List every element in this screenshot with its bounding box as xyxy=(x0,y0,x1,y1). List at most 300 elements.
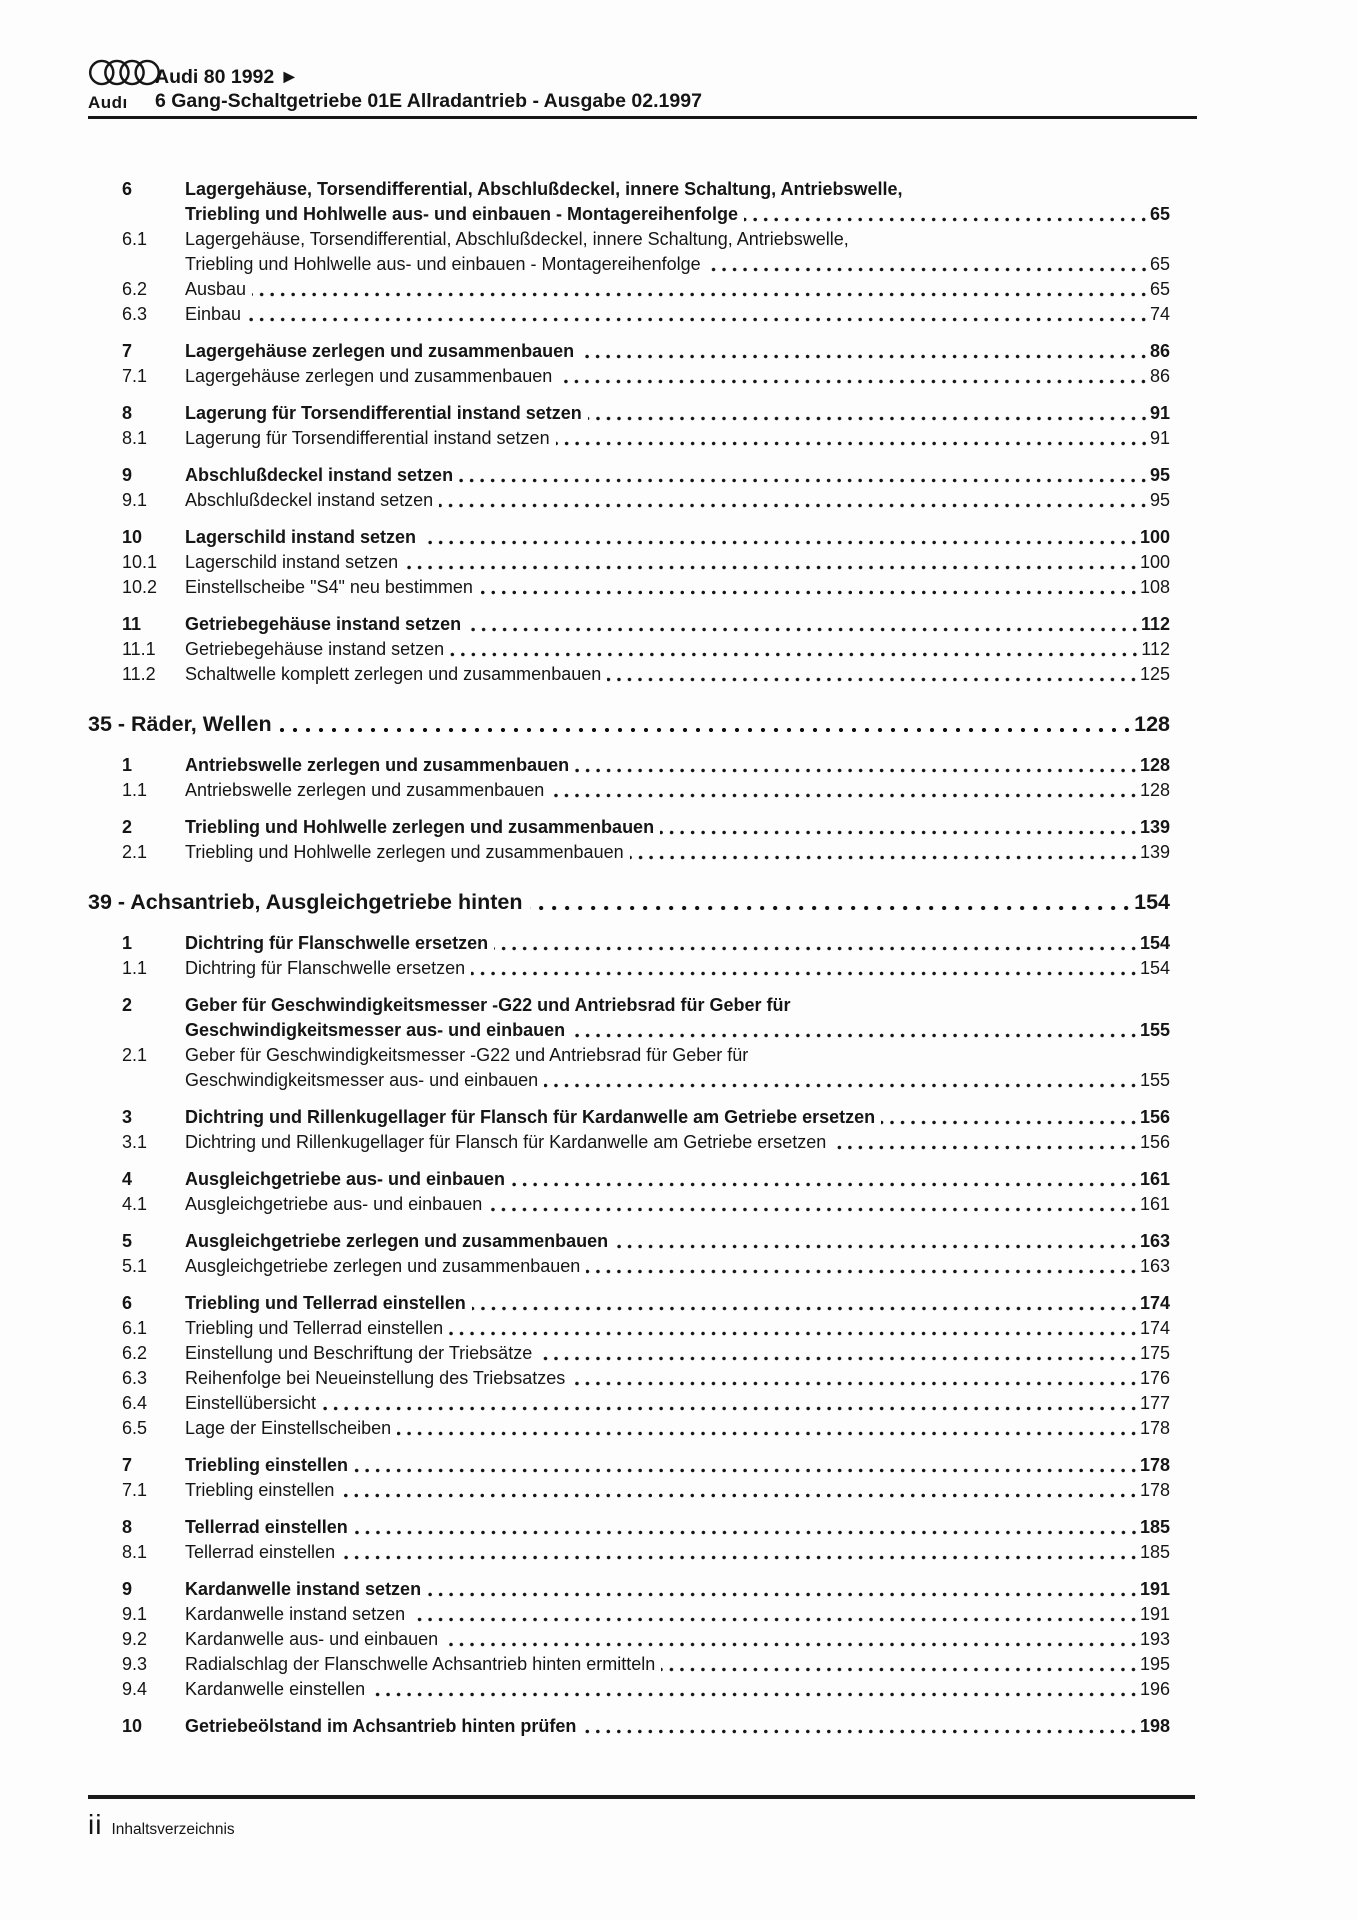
entry-number: 1.1 xyxy=(122,780,148,800)
entry-body xyxy=(185,1192,1170,1217)
entry-number: 5.1 xyxy=(122,1256,148,1276)
entry-last-line xyxy=(185,662,1170,687)
entry-last-line xyxy=(185,956,1170,981)
chapter-title: 35 - Räder, Wellen xyxy=(88,712,272,736)
entry-last-line xyxy=(185,815,1170,840)
entry-last-line xyxy=(185,1627,1170,1652)
entry-title-line: Lage der Einstellscheiben xyxy=(185,1418,392,1438)
dot-leader xyxy=(832,1130,1139,1155)
entry-title-line: Kardanwelle instand setzen xyxy=(185,1579,422,1599)
dot-leader xyxy=(341,1540,1139,1565)
entry-title-line: Lagerschild instand setzen xyxy=(185,552,399,572)
entry-title-line: Triebling einstellen xyxy=(185,1480,335,1500)
entry-last-line xyxy=(185,1577,1170,1602)
entry-last-line xyxy=(185,1540,1170,1565)
entry-last-line xyxy=(185,778,1170,803)
entry-number: 9.2 xyxy=(122,1629,148,1649)
toc-entry xyxy=(122,401,1170,426)
entry-number: 8.1 xyxy=(122,428,148,448)
entry-title-line: Abschlußdeckel instand setzen xyxy=(185,465,454,485)
entry-page-number: 178 xyxy=(1139,1455,1170,1475)
toc-entry xyxy=(122,662,1170,687)
entry-page-number: 174 xyxy=(1139,1293,1170,1313)
entry-number: 9.4 xyxy=(122,1679,148,1699)
toc-entry xyxy=(122,1677,1170,1702)
toc-entry xyxy=(122,1577,1170,1602)
toc-entry xyxy=(122,1291,1170,1316)
entry-body xyxy=(185,1478,1170,1503)
dot-leader xyxy=(558,364,1149,389)
entry-page-number: 156 xyxy=(1139,1107,1170,1127)
entry-last-line xyxy=(185,1254,1170,1279)
entry-title-line: Geschwindigkeitsmesser aus- und einbauen xyxy=(185,1070,539,1090)
entry-body xyxy=(185,753,1170,778)
entry-page-number: 100 xyxy=(1139,527,1170,547)
entry-number: 2.1 xyxy=(122,842,148,862)
dot-leader xyxy=(607,662,1139,687)
entry-number: 9.3 xyxy=(122,1654,148,1674)
entry-last-line xyxy=(185,252,1170,277)
toc-entry xyxy=(122,753,1170,778)
toc-entry xyxy=(122,1453,1170,1478)
entry-last-line xyxy=(185,931,1170,956)
dot-leader xyxy=(580,339,1149,364)
dot-leader xyxy=(575,753,1139,778)
entry-title-line: Geber für Geschwindigkeitsmesser -G22 und Antriebsrad für Geber für xyxy=(185,995,791,1015)
entry-page-number: 191 xyxy=(1139,1604,1170,1624)
entry-body xyxy=(185,227,1170,277)
entry-last-line xyxy=(185,1416,1170,1441)
entry-title-line: Triebling einstellen xyxy=(185,1455,349,1475)
toc-entry xyxy=(122,339,1170,364)
toc-entry xyxy=(122,177,1170,227)
entry-last-line xyxy=(185,277,1170,302)
toc-entry xyxy=(122,1192,1170,1217)
entry-title-line: Einstellübersicht xyxy=(185,1393,317,1413)
entry-title-line: Lagergehäuse, Torsendifferential, Abschlußdeckel, innere Schaltung, Antriebswelle, xyxy=(185,229,849,249)
entry-body xyxy=(185,575,1170,600)
entry-title-line: Getriebegehäuse instand setzen xyxy=(185,614,462,634)
entry-body xyxy=(185,550,1170,575)
entry-body xyxy=(185,1105,1170,1130)
entry-title-line: Triebling und Hohlwelle zerlegen und zusammenbauen xyxy=(185,842,624,862)
entry-number: 6.4 xyxy=(122,1393,148,1413)
entry-number: 5 xyxy=(122,1231,133,1251)
entry-page-number: 95 xyxy=(1149,490,1170,510)
entry-title-line: Triebling und Tellerrad einstellen xyxy=(185,1318,444,1338)
entry-number: 6.3 xyxy=(122,1368,148,1388)
toc-entry xyxy=(122,612,1170,637)
dot-leader xyxy=(450,637,1140,662)
entry-body xyxy=(185,1341,1170,1366)
dot-leader xyxy=(411,1602,1139,1627)
page-footer xyxy=(88,1795,1195,1840)
dot-leader xyxy=(404,550,1139,575)
audi-rings-icon xyxy=(88,57,155,89)
entry-page-number: 161 xyxy=(1139,1169,1170,1189)
dot-leader xyxy=(467,612,1140,637)
toc-entry xyxy=(122,302,1170,327)
entry-number: 8.1 xyxy=(122,1542,148,1562)
chapter-heading xyxy=(88,887,1170,917)
entry-number: 6.2 xyxy=(122,279,148,299)
entry-page-number: 163 xyxy=(1139,1231,1170,1251)
entry-title-line: Ausgleichgetriebe aus- und einbauen xyxy=(185,1194,483,1214)
dot-leader xyxy=(511,1167,1139,1192)
entry-number: 8 xyxy=(122,403,133,423)
entry-body xyxy=(185,339,1170,364)
entry-body xyxy=(185,1130,1170,1155)
entry-number: 8 xyxy=(122,1517,133,1537)
entry-title-line: Triebling und Hohlwelle zerlegen und zusammenbauen xyxy=(185,817,655,837)
dot-leader xyxy=(422,525,1139,550)
entry-page-number: 112 xyxy=(1141,639,1170,659)
entry-page-number: 191 xyxy=(1139,1579,1170,1599)
entry-last-line xyxy=(185,426,1170,451)
entry-page-number: 155 xyxy=(1139,1020,1170,1040)
dot-leader xyxy=(544,1068,1139,1093)
header-rule xyxy=(88,113,1197,119)
dot-leader xyxy=(614,1229,1139,1254)
toc-entry xyxy=(122,993,1170,1043)
dot-leader xyxy=(472,1291,1139,1316)
chapter-page-number: 128 xyxy=(1134,712,1170,736)
entry-last-line xyxy=(185,1192,1170,1217)
entry-title-line: Antriebswelle zerlegen und zusammenbauen xyxy=(185,780,545,800)
entry-number: 1 xyxy=(122,755,133,775)
entry-last-line xyxy=(185,302,1170,327)
dot-leader xyxy=(488,1192,1139,1217)
audi-wordmark: Audı xyxy=(88,93,128,112)
entry-page-number: 178 xyxy=(1139,1418,1170,1438)
entry-number: 7.1 xyxy=(122,366,148,386)
entry-last-line xyxy=(185,1068,1170,1093)
dot-leader xyxy=(661,1652,1139,1677)
dot-leader xyxy=(280,709,1134,739)
dot-leader xyxy=(322,1391,1139,1416)
entry-page-number: 154 xyxy=(1139,933,1170,953)
chapter-page-number: 154 xyxy=(1134,890,1170,914)
toc-entry xyxy=(122,956,1170,981)
chapter-title: 39 - Achsantrieb, Ausgleichgetriebe hinten xyxy=(88,890,523,914)
entry-number: 9.1 xyxy=(122,490,148,510)
entry-number: 6.1 xyxy=(122,229,148,249)
entry-page-number: 65 xyxy=(1149,279,1170,299)
entry-title-line: Kardanwelle aus- und einbauen xyxy=(185,1629,439,1649)
entry-body xyxy=(185,1577,1170,1602)
footer-label: Inhaltsverzeichnis xyxy=(111,1821,235,1838)
toc-entry xyxy=(122,1540,1170,1565)
entry-page-number: 177 xyxy=(1139,1393,1170,1413)
entry-body xyxy=(185,662,1170,687)
entry-body xyxy=(185,1391,1170,1416)
entry-number: 11.2 xyxy=(122,664,156,684)
header-row-title xyxy=(88,89,1197,113)
toc-entry xyxy=(122,1254,1170,1279)
entry-last-line xyxy=(185,1602,1170,1627)
toc-entry xyxy=(122,637,1170,662)
entry-last-line xyxy=(185,1341,1170,1366)
dot-leader xyxy=(744,202,1149,227)
entry-title-line: Ausbau xyxy=(185,279,247,299)
entry-last-line xyxy=(185,1366,1170,1391)
entry-body xyxy=(185,1254,1170,1279)
entry-body xyxy=(185,1167,1170,1192)
dot-leader xyxy=(630,840,1139,865)
entry-last-line xyxy=(185,550,1170,575)
toc-entry xyxy=(122,550,1170,575)
entry-body xyxy=(185,1416,1170,1441)
entry-page-number: 95 xyxy=(1149,465,1170,485)
entry-last-line xyxy=(185,1391,1170,1416)
entry-title-line: Lagergehäuse, Torsendifferential, Abschlußdeckel, innere Schaltung, Antriebswelle, xyxy=(185,179,903,199)
entry-body xyxy=(185,612,1170,637)
dot-leader xyxy=(459,463,1149,488)
entry-title-line: Lagerschild instand setzen xyxy=(185,527,417,547)
entry-title-line: Lagergehäuse zerlegen und zusammenbauen xyxy=(185,366,553,386)
entry-last-line xyxy=(185,1018,1170,1043)
entry-number: 11 xyxy=(122,614,142,634)
entry-title-line: Schaltwelle komplett zerlegen und zusammenbauen xyxy=(185,664,602,684)
entry-body xyxy=(185,1540,1170,1565)
entry-body xyxy=(185,1602,1170,1627)
dot-leader xyxy=(707,252,1149,277)
toc-entry xyxy=(122,463,1170,488)
entry-number: 4 xyxy=(122,1169,133,1189)
entry-page-number: 195 xyxy=(1139,1654,1170,1674)
entry-page-number: 74 xyxy=(1149,304,1170,324)
entry-page-number: 156 xyxy=(1139,1132,1170,1152)
entry-last-line xyxy=(185,364,1170,389)
entry-page-number: 86 xyxy=(1149,341,1170,361)
entry-number: 6.2 xyxy=(122,1343,148,1363)
entry-page-number: 161 xyxy=(1139,1194,1170,1214)
entry-page-number: 174 xyxy=(1139,1318,1170,1338)
entry-title-line: Einstellung und Beschriftung der Triebsätze xyxy=(185,1343,533,1363)
entry-body xyxy=(185,1515,1170,1540)
entry-number: 4.1 xyxy=(122,1194,148,1214)
entry-body xyxy=(185,177,1170,227)
entry-title-line: Kardanwelle instand setzen xyxy=(185,1604,406,1624)
entry-page-number: 178 xyxy=(1139,1480,1170,1500)
entry-last-line xyxy=(185,1515,1170,1540)
toc-entry xyxy=(122,364,1170,389)
entry-body xyxy=(185,1316,1170,1341)
dot-leader xyxy=(444,1627,1139,1652)
entry-page-number: 91 xyxy=(1149,403,1170,423)
entry-page-number: 139 xyxy=(1139,817,1170,837)
entry-page-number: 198 xyxy=(1139,1716,1170,1736)
entry-body xyxy=(185,956,1170,981)
dot-leader xyxy=(354,1453,1139,1478)
entry-body xyxy=(185,1714,1170,1739)
entry-body xyxy=(185,364,1170,389)
entry-body xyxy=(185,1366,1170,1391)
entry-page-number: 91 xyxy=(1149,428,1170,448)
toc-entry xyxy=(122,1366,1170,1391)
toc-entry xyxy=(122,1714,1170,1739)
toc-entry xyxy=(122,1043,1170,1093)
toc-entry xyxy=(122,1416,1170,1441)
entry-last-line xyxy=(185,1652,1170,1677)
dot-leader xyxy=(538,1341,1139,1366)
entry-last-line xyxy=(185,1316,1170,1341)
entry-last-line xyxy=(185,575,1170,600)
page-header xyxy=(88,0,1197,119)
header-row-model xyxy=(88,57,1197,89)
entry-body xyxy=(185,637,1170,662)
entry-title-line: Lagerung für Torsendifferential instand setzen xyxy=(185,428,550,448)
entry-body xyxy=(185,302,1170,327)
entry-body xyxy=(185,1043,1170,1093)
entry-number: 1.1 xyxy=(122,958,148,978)
entry-last-line xyxy=(185,1130,1170,1155)
entry-page-number: 176 xyxy=(1139,1368,1170,1388)
entry-body xyxy=(185,525,1170,550)
toc-entry xyxy=(122,1478,1170,1503)
entry-body xyxy=(185,840,1170,865)
entry-body xyxy=(185,1291,1170,1316)
entry-number: 7 xyxy=(122,1455,133,1475)
toc-entry xyxy=(122,840,1170,865)
dot-leader xyxy=(427,1577,1139,1602)
dot-leader xyxy=(247,302,1149,327)
entry-number: 3.1 xyxy=(122,1132,148,1152)
entry-page-number: 125 xyxy=(1139,664,1170,684)
entry-title-line: Radialschlag der Flanschwelle Achsantrieb hinten ermitteln xyxy=(185,1654,656,1674)
toc-entry xyxy=(122,1167,1170,1192)
entry-number: 10.1 xyxy=(122,552,158,572)
toc-entry xyxy=(122,1130,1170,1155)
toc-entry xyxy=(122,815,1170,840)
dot-leader xyxy=(397,1416,1139,1441)
entry-title-line: Kardanwelle einstellen xyxy=(185,1679,366,1699)
entry-number: 10 xyxy=(122,527,143,547)
header-title-line: 6 Gang-Schaltgetriebe 01E Allradantrieb - Ausgabe 02.1997 xyxy=(155,90,702,112)
entry-title-line: Einstellscheibe "S4" neu bestimmen xyxy=(185,577,473,597)
entry-page-number: 185 xyxy=(1139,1542,1170,1562)
entry-page-number: 154 xyxy=(1139,958,1170,978)
entry-number: 9.1 xyxy=(122,1604,148,1624)
dot-leader xyxy=(439,488,1149,513)
entry-body xyxy=(185,931,1170,956)
entry-number: 6 xyxy=(122,179,133,199)
entry-number: 10 xyxy=(122,1716,143,1736)
toc-entry xyxy=(122,1627,1170,1652)
entry-number: 6.1 xyxy=(122,1318,148,1338)
entry-number: 7.1 xyxy=(122,1480,148,1500)
entry-last-line xyxy=(185,525,1170,550)
entry-title-line: Abschlußdeckel instand setzen xyxy=(185,490,434,510)
entry-last-line xyxy=(185,612,1170,637)
entry-number: 6.3 xyxy=(122,304,148,324)
entry-number: 9 xyxy=(122,1579,133,1599)
entry-last-line xyxy=(185,488,1170,513)
dot-leader xyxy=(354,1515,1139,1540)
entry-page-number: 175 xyxy=(1139,1343,1170,1363)
entry-page-number: 112 xyxy=(1140,614,1170,634)
entry-page-number: 163 xyxy=(1139,1256,1170,1276)
dot-leader xyxy=(471,956,1139,981)
entry-last-line xyxy=(185,1229,1170,1254)
entry-number: 2 xyxy=(122,995,133,1015)
dot-leader xyxy=(550,778,1139,803)
entry-last-line xyxy=(185,1105,1170,1130)
entry-title-line: Lagergehäuse zerlegen und zusammenbauen xyxy=(185,341,575,361)
dot-leader xyxy=(530,887,1133,917)
toc-entry xyxy=(122,575,1170,600)
dot-leader xyxy=(252,277,1149,302)
entry-title-line: Antriebswelle zerlegen und zusammenbauen xyxy=(185,755,570,775)
entry-title-line: Dichtring für Flanschwelle ersetzen xyxy=(185,933,489,953)
footer-row xyxy=(88,1810,1195,1840)
entry-page-number: 86 xyxy=(1149,366,1170,386)
entry-number: 7 xyxy=(122,341,133,361)
entry-title-line: Getriebegehäuse instand setzen xyxy=(185,639,445,659)
entry-page-number: 185 xyxy=(1139,1517,1170,1537)
toc-entry xyxy=(122,1515,1170,1540)
entry-body xyxy=(185,463,1170,488)
toc-entry xyxy=(122,1316,1170,1341)
toc-entry xyxy=(122,1602,1170,1627)
toc-entry xyxy=(122,1391,1170,1416)
entry-title-line: Ausgleichgetriebe aus- und einbauen xyxy=(185,1169,506,1189)
entry-last-line xyxy=(185,1291,1170,1316)
entry-title-line: Ausgleichgetriebe zerlegen und zusammenbauen xyxy=(185,1231,609,1251)
entry-last-line xyxy=(185,401,1170,426)
dot-leader xyxy=(479,575,1139,600)
toc-entry xyxy=(122,488,1170,513)
entry-last-line xyxy=(185,1453,1170,1478)
page-number-roman: ii xyxy=(88,1809,103,1840)
entry-page-number: 128 xyxy=(1139,780,1170,800)
entry-page-number: 155 xyxy=(1139,1070,1170,1090)
entry-last-line xyxy=(185,840,1170,865)
entry-number: 2 xyxy=(122,817,133,837)
entry-title-line: Lagerung für Torsendifferential instand setzen xyxy=(185,403,582,423)
entry-title-line: Tellerrad einstellen xyxy=(185,1542,336,1562)
entry-last-line xyxy=(185,202,1170,227)
toc-entry xyxy=(122,525,1170,550)
entry-page-number: 100 xyxy=(1139,552,1170,572)
dot-leader xyxy=(571,1366,1139,1391)
entry-title-line: Geber für Geschwindigkeitsmesser -G22 und Antriebsrad für Geber für xyxy=(185,1045,749,1065)
entry-page-number: 128 xyxy=(1139,755,1170,775)
toc-entry xyxy=(122,778,1170,803)
entry-last-line xyxy=(185,1167,1170,1192)
entry-title-line: Triebling und Tellerrad einstellen xyxy=(185,1293,466,1313)
dot-leader xyxy=(371,1677,1139,1702)
dot-leader xyxy=(571,1018,1139,1043)
entry-title-line: Tellerrad einstellen xyxy=(185,1517,348,1537)
entry-body xyxy=(185,277,1170,302)
dot-leader xyxy=(881,1105,1139,1130)
entry-last-line xyxy=(185,753,1170,778)
toc-entry xyxy=(122,1652,1170,1677)
entry-body xyxy=(185,1229,1170,1254)
header-model-line: Audi 80 1992 ► xyxy=(155,66,299,88)
entry-title-line: Dichtring und Rillenkugellager für Flansch für Kardanwelle am Getriebe ersetzen xyxy=(185,1132,827,1152)
entry-number: 9 xyxy=(122,465,133,485)
entry-number: 3 xyxy=(122,1107,133,1127)
entry-number: 2.1 xyxy=(122,1045,148,1065)
entry-body xyxy=(185,815,1170,840)
entry-title-line: Dichtring für Flanschwelle ersetzen xyxy=(185,958,466,978)
entry-page-number: 196 xyxy=(1139,1679,1170,1699)
entry-body xyxy=(185,426,1170,451)
table-of-contents xyxy=(88,177,1197,1739)
entry-body xyxy=(185,1453,1170,1478)
